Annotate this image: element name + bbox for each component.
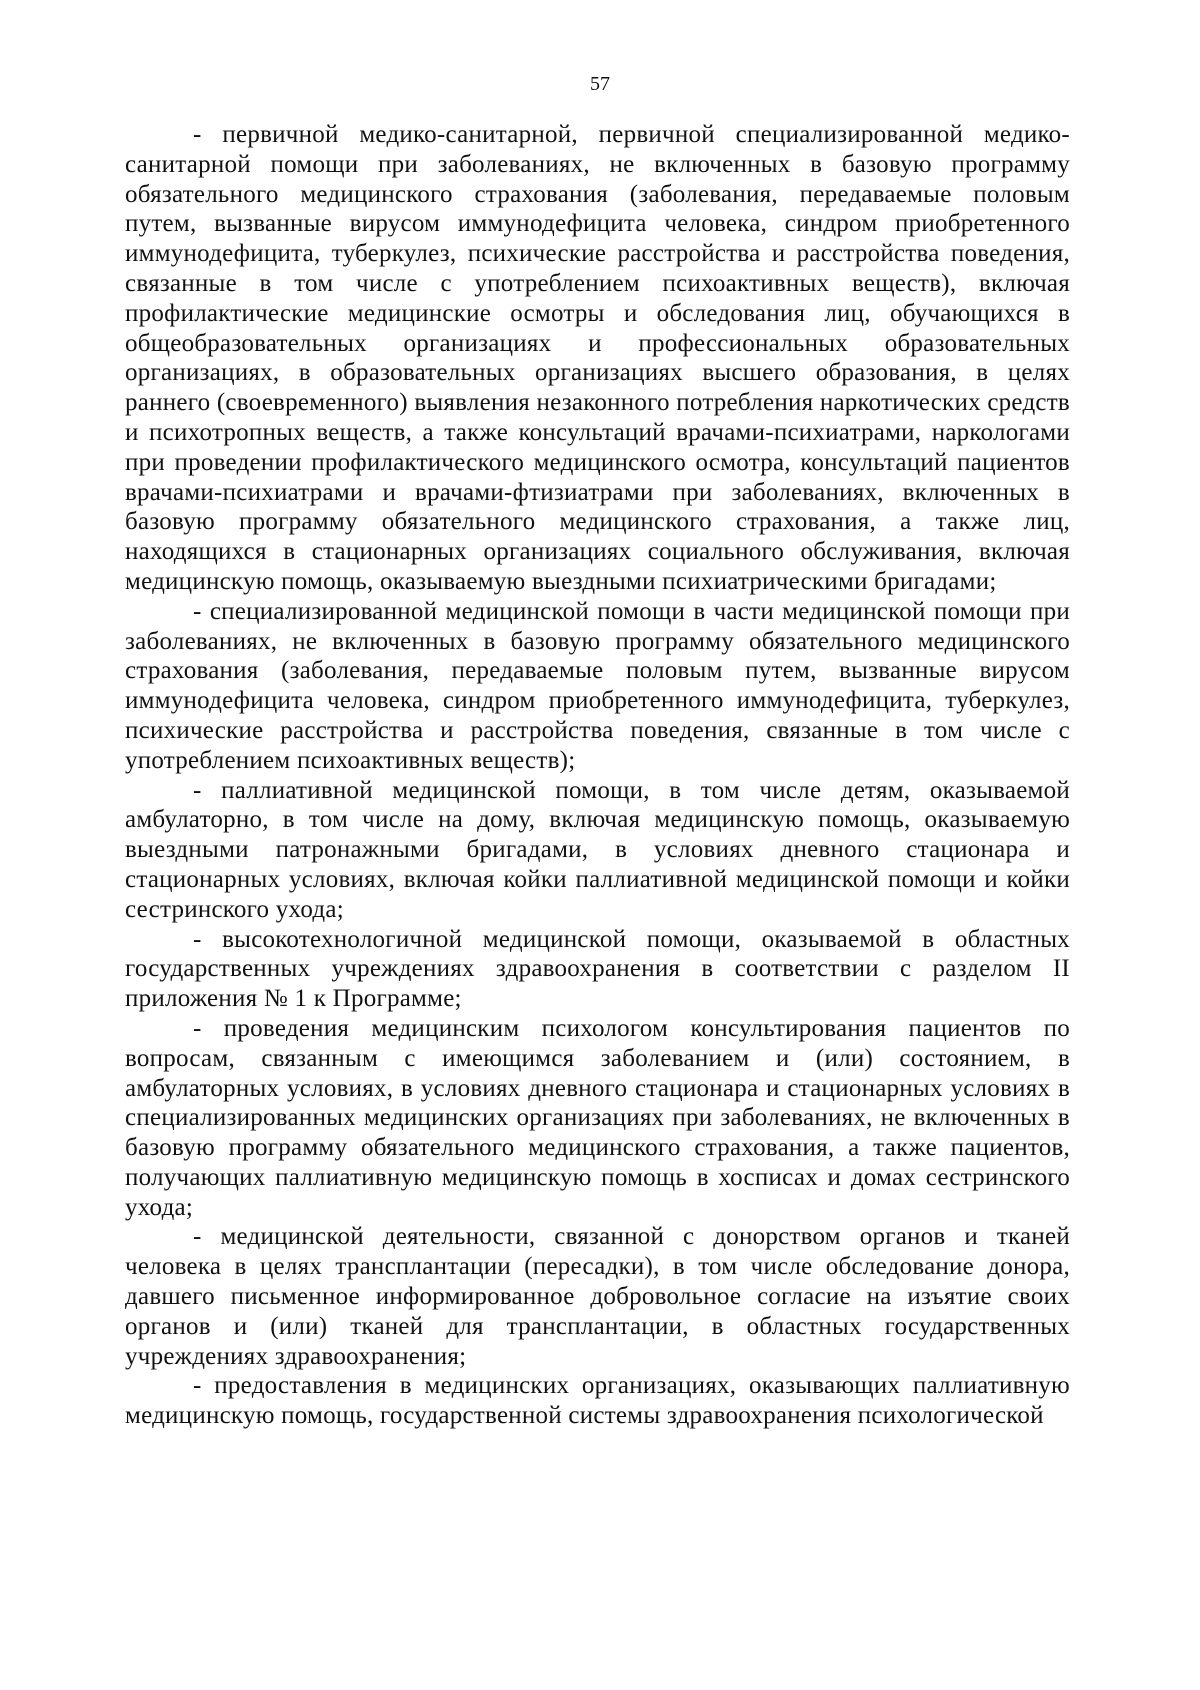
paragraph-palliative-care: - паллиативной медицинской помощи, в том числе детям, оказываемой амбулаторно, в том числе на дому, включая медицинскую помощь, оказываемую выездными патронажными бригадами, в условиях дневного стационара и стационарных условиях, включая койки паллиативной медицинской помощи и койки сестринского ухода; (125, 776, 1070, 923)
document-body (125, 120, 1070, 1431)
paragraph-primary-care: - первичной медико-санитарной, первичной специализированной медико-санитарной помощи при заболеваниях, не включенных в базовую программу обязательного медицинского страхования (заболевания, передаваемые половым путем, вызванные вирусом иммунодефицита человека, синдром приобретенного иммунодефицита, туберкулез, психические расстройства и расстройства поведения, связанные в том числе с употреблением психоактивных веществ), включая профилактические медицинские осмотры и обследования лиц, обучающихся в общеобразовательных организациях и профессиональных образовательных организациях, в образовательных организациях высшего образования, в целях раннего (своевременного) выявления незаконного потребления наркотических средств и психотропных веществ, а также консультаций врачами-психиатрами, наркологами при проведении профилактического медицинского осмотра, консультаций пациентов врачами-психиатрами и врачами-фтизиатрами при заболеваниях, включенных в базовую программу обязательного медицинского страхования, а также лиц, находящихся в стационарных организациях социального обслуживания, включая медицинскую помощь, оказываемую выездными психиатрическими бригадами; (125, 121, 1070, 595)
paragraph-psychological-support: - предоставления в медицинских организациях, оказывающих паллиативную медицинскую помощь, государственной системы здравоохранения психологической (125, 1372, 1070, 1430)
paragraph-psychologist-consulting: - проведения медицинским психологом консультирования пациентов по вопросам, связанным с имеющимся заболеванием и (или) состоянием, в амбулаторных условиях, в условиях дневного стационара и стационарных условиях в специализированных медицинских организациях при заболеваниях, не включенных в базовую программу обязательного медицинского страхования, а также пациентов, получающих паллиативную медицинскую помощь в хосписах и домах сестринского ухода; (125, 1014, 1070, 1221)
page-number: 57 (590, 73, 610, 95)
paragraph-organ-donation: - медицинской деятельности, связанной с донорством органов и тканей человека в целях трансплантации (пересадки), в том числе обследование донора, давшего письменное информированное добровольное согласие на изъятие своих органов и (или) тканей для трансплантации, в областных государственных учреждениях здравоохранения; (125, 1223, 1070, 1370)
paragraph-specialized-care: - специализированной медицинской помощи в части медицинской помощи при заболеваниях, не включенных в базовую программу обязательного медицинского страхования (заболевания, передаваемые половым путем, вызванные вирусом иммунодефицита человека, синдром приобретенного иммунодефицита, туберкулез, психические расстройства и расстройства поведения, связанные в том числе с употреблением психоактивных веществ); (125, 597, 1070, 774)
paragraph-high-tech-care: - высокотехнологичной медицинской помощи, оказываемой в областных государственных учреждениях здравоохранения в соответствии с разделом II приложения № 1 к Программе; (125, 925, 1070, 1013)
